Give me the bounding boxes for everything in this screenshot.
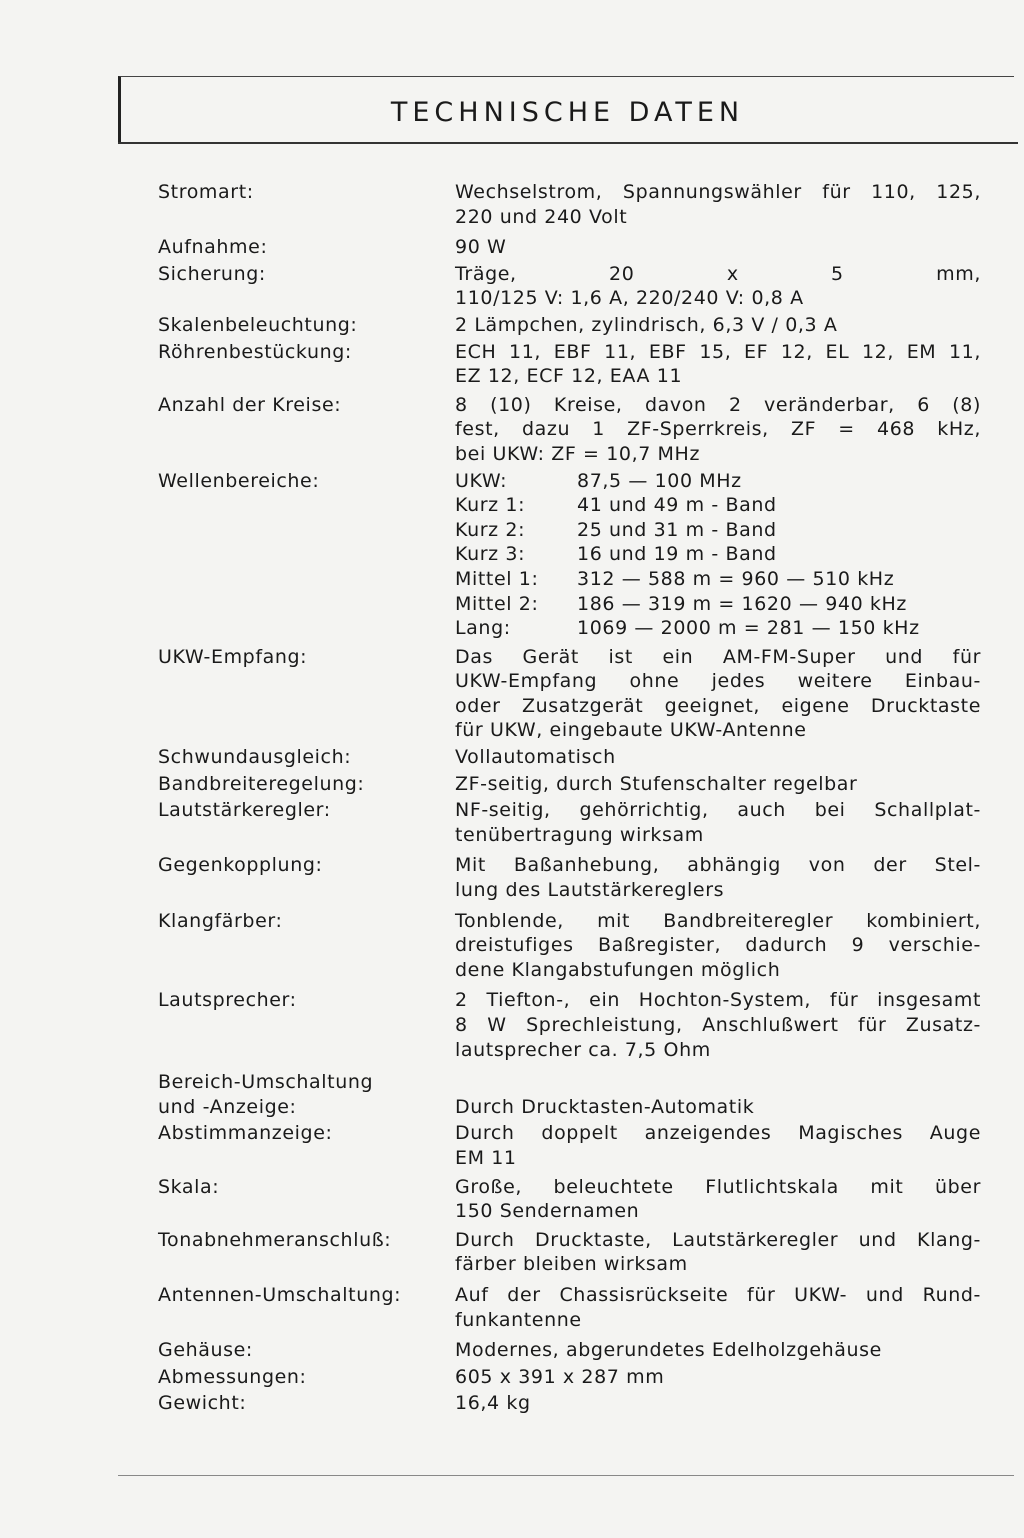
spec-label: Skalenbeleuchtung:	[158, 313, 358, 336]
spec-label: Stromart:	[158, 181, 254, 203]
spec-value-line: 8 W Sprechleistung, Anschlußwert für Zusatz-	[455, 1014, 981, 1036]
spec-row	[158, 393, 988, 467]
spec-value-line: ECH 11, EBF 11, EBF 15, EF 12, EL 12, EM 11,	[455, 340, 981, 363]
spec-row	[158, 180, 988, 229]
wave-band-row	[455, 469, 981, 494]
spec-value	[455, 1283, 981, 1332]
spec-label: Lautstärkeregler:	[158, 799, 331, 822]
spec-value	[455, 1175, 981, 1224]
spec-label: Klangfärber:	[158, 909, 283, 932]
wave-band-name: Kurz 3:	[455, 543, 526, 566]
wave-band-name: UKW:	[455, 469, 508, 492]
spec-value-line: oder Zusatzgerät geeignet, eigene Drucktaste	[455, 694, 981, 717]
spec-value-line: Große, beleuchtete Flutlichtskala mit über	[455, 1175, 981, 1198]
wave-band-range: 41 und 49 m - Band	[577, 494, 777, 517]
spec-label: Schwundausgleich:	[158, 746, 352, 769]
spec-value-line: dene Klangabstufungen möglich	[455, 958, 781, 981]
spec-value	[455, 1338, 981, 1363]
spec-value-line: für UKW, eingebaute UKW-Antenne	[455, 719, 807, 742]
wave-band-row	[455, 592, 981, 617]
spec-value-line: Träge, 20 x 5 mm,	[455, 262, 981, 285]
wave-band-row	[455, 567, 981, 592]
spec-value	[455, 1121, 981, 1170]
spec-row	[158, 469, 988, 641]
spec-value-line: Das Gerät ist ein AM-FM-Super und für	[455, 645, 981, 668]
spec-value	[455, 1070, 981, 1119]
wave-band-row	[455, 542, 981, 567]
spec-value-line: EM 11	[455, 1146, 517, 1169]
spec-label: Gegenkopplung:	[158, 854, 323, 877]
wave-band-row	[455, 493, 981, 518]
spec-row	[158, 262, 988, 311]
spec-label: Antennen-Umschaltung:	[158, 1283, 402, 1306]
spec-row	[158, 1175, 988, 1224]
spec-row	[158, 340, 988, 389]
spec-row	[158, 235, 988, 260]
spec-row	[158, 1121, 988, 1170]
spec-label: Tonabnehmeranschluß:	[158, 1228, 392, 1251]
spec-value-line: Mit Baßanhebung, abhängig von der Stel-	[455, 854, 981, 877]
spec-row	[158, 1365, 988, 1390]
spec-value-line	[455, 1070, 981, 1095]
spec-value-line: UKW-Empfang ohne jedes weitere Einbau-	[455, 670, 981, 693]
spec-value-line: 8 (10) Kreise, davon 2 veränderbar, 6 (8)	[455, 393, 981, 416]
spec-row	[158, 645, 988, 743]
spec-value	[455, 262, 981, 311]
wave-band-row	[455, 616, 981, 641]
spec-value-line: Durch Drucktaste, Lautstärkeregler und Klang-	[455, 1228, 981, 1251]
spec-value-line: fest, dazu 1 ZF-Sperrkreis, ZF = 468 kHz,	[455, 418, 981, 441]
spec-value-line: 90 W	[455, 236, 507, 259]
spec-value-line: 2 Tiefton-, ein Hochton-System, für insgesamt	[455, 989, 981, 1012]
spec-value-line: funkantenne	[455, 1308, 582, 1331]
spec-label: Anzahl der Kreise:	[158, 393, 342, 416]
spec-value	[455, 645, 981, 743]
spec-label: Wellenbereiche:	[158, 469, 320, 492]
spec-value-line: 605 x 391 x 287 mm	[455, 1365, 665, 1388]
spec-value-line: Durch doppelt anzeigendes Magisches Auge	[455, 1122, 981, 1145]
wave-band-range: 87,5 — 100 MHz	[577, 469, 742, 492]
spec-row	[158, 1228, 988, 1277]
spec-value	[455, 988, 981, 1062]
spec-value-line: Wechselstrom, Spannungswähler für 110, 125,	[455, 181, 981, 203]
spec-value	[455, 180, 981, 229]
wave-band-name: Kurz 1:	[455, 494, 526, 517]
spec-value	[455, 1391, 981, 1416]
spec-row	[158, 745, 988, 770]
spec-value-line: Vollautomatisch	[455, 746, 616, 769]
spec-value-line: 16,4 kg	[455, 1392, 531, 1415]
spec-label: Abmessungen:	[158, 1365, 307, 1388]
spec-row	[158, 853, 988, 902]
spec-label: Sicherung:	[158, 262, 266, 285]
spec-value	[455, 745, 981, 770]
spec-value-line: dreistufiges Baßregister, dadurch 9 verschie-	[455, 934, 981, 957]
spec-value	[455, 340, 981, 389]
spec-value	[455, 469, 981, 641]
spec-value	[455, 909, 981, 983]
wave-band-name: Lang:	[455, 617, 511, 640]
wave-band-range: 186 — 319 m = 1620 — 940 kHz	[577, 592, 907, 615]
spec-value-line: 110/125 V: 1,6 A, 220/240 V: 0,8 A	[455, 287, 804, 310]
spec-list	[158, 180, 988, 1416]
wave-band-name: Mittel 2:	[455, 592, 539, 615]
spec-value-line: Auf der Chassisrückseite für UKW- und Rund-	[455, 1283, 981, 1306]
spec-row	[158, 1283, 988, 1332]
wave-band-row	[455, 518, 981, 543]
wave-band-name: Kurz 2:	[455, 518, 526, 541]
spec-value-line: bei UKW: ZF = 10,7 MHz	[455, 442, 701, 465]
spec-row	[158, 988, 988, 1062]
spec-value-line: Tonblende, mit Bandbreiteregler kombiniert,	[455, 909, 981, 932]
spec-label: Röhrenbestückung:	[158, 340, 352, 363]
spec-value-line: färber bleiben wirksam	[455, 1253, 688, 1276]
spec-value	[455, 393, 981, 467]
spec-value-line: 150 Sendernamen	[455, 1200, 640, 1223]
spec-value-line: ZF-seitig, durch Stufenschalter regelbar	[455, 772, 858, 795]
wave-band-range: 16 und 19 m - Band	[577, 543, 777, 566]
spec-value-line: Durch Drucktasten-Automatik	[455, 1095, 755, 1118]
spec-label: UKW-Empfang:	[158, 645, 308, 668]
wave-band-range: 25 und 31 m - Band	[577, 518, 777, 541]
spec-row	[158, 313, 988, 338]
spec-value	[455, 772, 981, 797]
wave-band-name: Mittel 1:	[455, 567, 539, 590]
spec-value-line: Modernes, abgerundetes Edelholzgehäuse	[455, 1339, 882, 1362]
spec-label: Bandbreiteregelung:	[158, 772, 365, 795]
spec-row	[158, 1338, 988, 1363]
spec-label: Gewicht:	[158, 1392, 247, 1415]
spec-row	[158, 798, 988, 847]
title-box	[118, 76, 1014, 142]
spec-row	[158, 1070, 988, 1119]
page-title: TECHNISCHE DATEN	[390, 97, 745, 128]
wave-band-range: 312 — 588 m = 960 — 510 kHz	[577, 567, 895, 590]
spec-value-line: tenübertragung wirksam	[455, 823, 704, 846]
wave-band-range: 1069 — 2000 m = 281 — 150 kHz	[577, 617, 920, 640]
spec-label: Abstimmanzeige:	[158, 1122, 333, 1145]
spec-row	[158, 1391, 988, 1416]
spec-label: Gehäuse:	[158, 1339, 253, 1362]
spec-value	[455, 235, 981, 260]
spec-label: Aufnahme:	[158, 236, 268, 259]
spec-value-line: lung des Lautstärkereglers	[455, 879, 725, 902]
spec-label: Bereich-Umschaltung und -Anzeige:	[158, 1071, 374, 1118]
spec-value-line: NF-seitig, gehörrichtig, auch bei Schallplat-	[455, 799, 981, 822]
spec-label: Lautsprecher:	[158, 989, 297, 1012]
spec-value-line: 2 Lämpchen, zylindrisch, 6,3 V / 0,3 A	[455, 313, 838, 336]
spec-row	[158, 909, 988, 983]
spec-value	[455, 1365, 981, 1390]
spec-value-line: 220 und 240 Volt	[455, 205, 628, 228]
spec-row	[158, 772, 988, 797]
spec-value	[455, 313, 981, 338]
title-underline	[118, 142, 1018, 144]
spec-label: Skala:	[158, 1175, 220, 1198]
spec-value-line: lautsprecher ca. 7,5 Ohm	[455, 1038, 711, 1061]
spec-value	[455, 798, 981, 847]
spec-value	[455, 853, 981, 902]
spec-value	[455, 1228, 981, 1277]
footer-rule	[118, 1475, 1014, 1476]
spec-value-line: EZ 12, ECF 12, EAA 11	[455, 365, 683, 388]
